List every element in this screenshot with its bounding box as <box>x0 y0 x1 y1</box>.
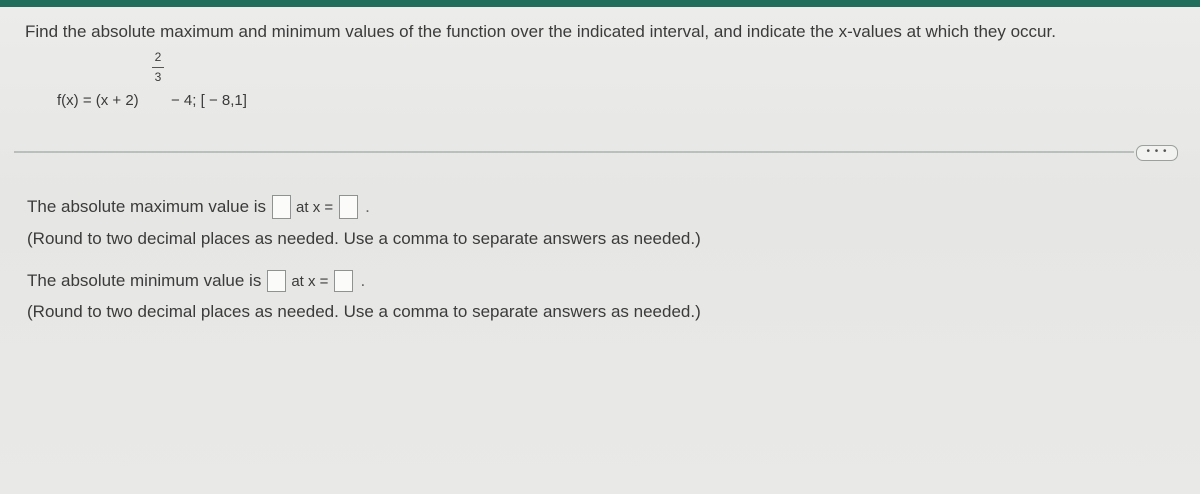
exponent-denominator: 3 <box>154 70 162 84</box>
function-base: f(x) = (x + 2) <box>57 92 139 109</box>
max-hint: (Round to two decimal places as needed. Use a comma to separate answers as needed.) <box>27 229 701 248</box>
more-options-button[interactable]: • • • <box>1136 145 1178 161</box>
max-label: The absolute maximum value is <box>27 197 267 216</box>
exponent-fraction-bar <box>152 67 164 68</box>
max-answer-line <box>27 195 370 219</box>
max-value-input[interactable] <box>272 195 291 219</box>
min-period: . <box>360 271 366 290</box>
min-answer-line <box>27 270 365 292</box>
max-x-input[interactable] <box>339 195 358 219</box>
max-at-x-label: at x = <box>296 198 334 216</box>
top-accent-bar <box>0 0 1200 7</box>
exponent-numerator: 2 <box>154 50 162 64</box>
min-x-input[interactable] <box>334 270 353 292</box>
min-label: The absolute minimum value is <box>27 271 262 290</box>
min-value-input[interactable] <box>267 270 286 292</box>
min-hint: (Round to two decimal places as needed. Use a comma to separate answers as needed.) <box>27 302 701 321</box>
min-at-x-label: at x = <box>291 272 329 290</box>
max-period: . <box>365 197 370 216</box>
section-divider <box>14 151 1134 153</box>
function-rest-and-interval: − 4; [ − 8,1] <box>171 92 247 109</box>
question-prompt: Find the absolute maximum and minimum values of the function over the indicated interval, and indicate the x-values at which they occur. <box>25 22 1056 41</box>
